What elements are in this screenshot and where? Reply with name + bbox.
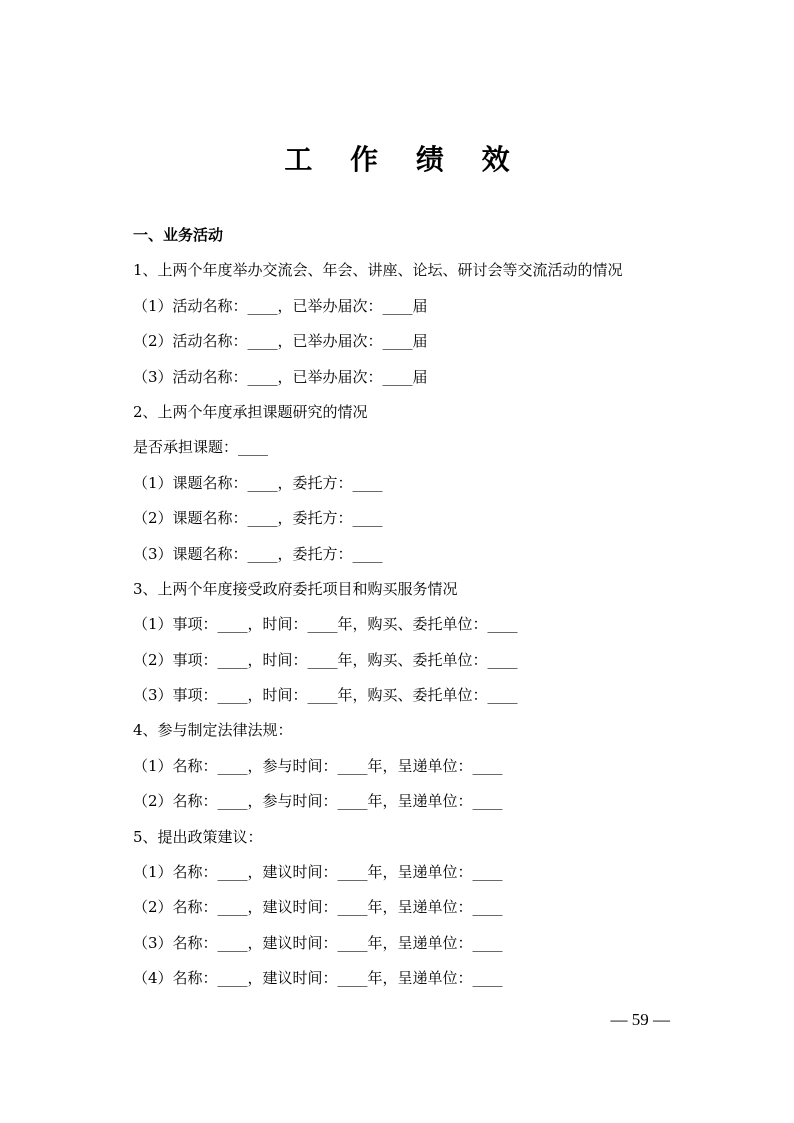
page-number: — 59 — bbox=[610, 1010, 670, 1029]
text-line-2: （1）活动名称：____，已举办届次：____届 bbox=[133, 296, 428, 315]
text-line-11: （1）事项：____，时间：____年，购买、委托单位：____ bbox=[133, 615, 518, 634]
text-line-6: 是否承担课题：____ bbox=[133, 438, 269, 457]
text-line-19: （2）名称：____，建议时间：____年，呈递单位：____ bbox=[133, 898, 503, 917]
text-line-7: （1）课题名称：____，委托方：____ bbox=[133, 473, 383, 492]
text-line-8: （2）课题名称：____，委托方：____ bbox=[133, 509, 383, 528]
text-line-21: （4）名称：____，建议时间：____年，呈递单位：____ bbox=[133, 969, 503, 988]
text-line-5: 2、上两个年度承担课题研究的情况 bbox=[133, 402, 368, 421]
document-body bbox=[133, 222, 673, 1001]
text-line-13: （3）事项：____，时间：____年，购买、委托单位：____ bbox=[133, 686, 518, 705]
text-line-14: 4、参与制定法律法规： bbox=[133, 721, 293, 740]
text-line-10: 3、上两个年度接受政府委托项目和购买服务情况 bbox=[133, 579, 458, 598]
text-line-9: （3）课题名称：____，委托方：____ bbox=[133, 544, 383, 563]
text-line-1: 1、上两个年度举办交流会、年会、讲座、论坛、研讨会等交流活动的情况 bbox=[133, 261, 623, 280]
page-title: 工 作 绩 效 bbox=[284, 143, 524, 176]
text-line-17: 5、提出政策建议： bbox=[133, 827, 263, 846]
text-line-20: （3）名称：____，建议时间：____年，呈递单位：____ bbox=[133, 933, 503, 952]
text-line-16: （2）名称：____，参与时间：____年，呈递单位：____ bbox=[133, 792, 503, 811]
section-heading: 一、业务活动 bbox=[133, 226, 224, 244]
text-line-12: （2）事项：____，时间：____年，购买、委托单位：____ bbox=[133, 650, 518, 669]
text-line-18: （1）名称：____，建议时间：____年，呈递单位：____ bbox=[133, 863, 503, 882]
text-line-4: （3）活动名称：____，已举办届次：____届 bbox=[133, 367, 428, 386]
text-line-3: （2）活动名称：____，已举办届次：____届 bbox=[133, 332, 428, 351]
text-line-15: （1）名称：____，参与时间：____年，呈递单位：____ bbox=[133, 756, 503, 775]
